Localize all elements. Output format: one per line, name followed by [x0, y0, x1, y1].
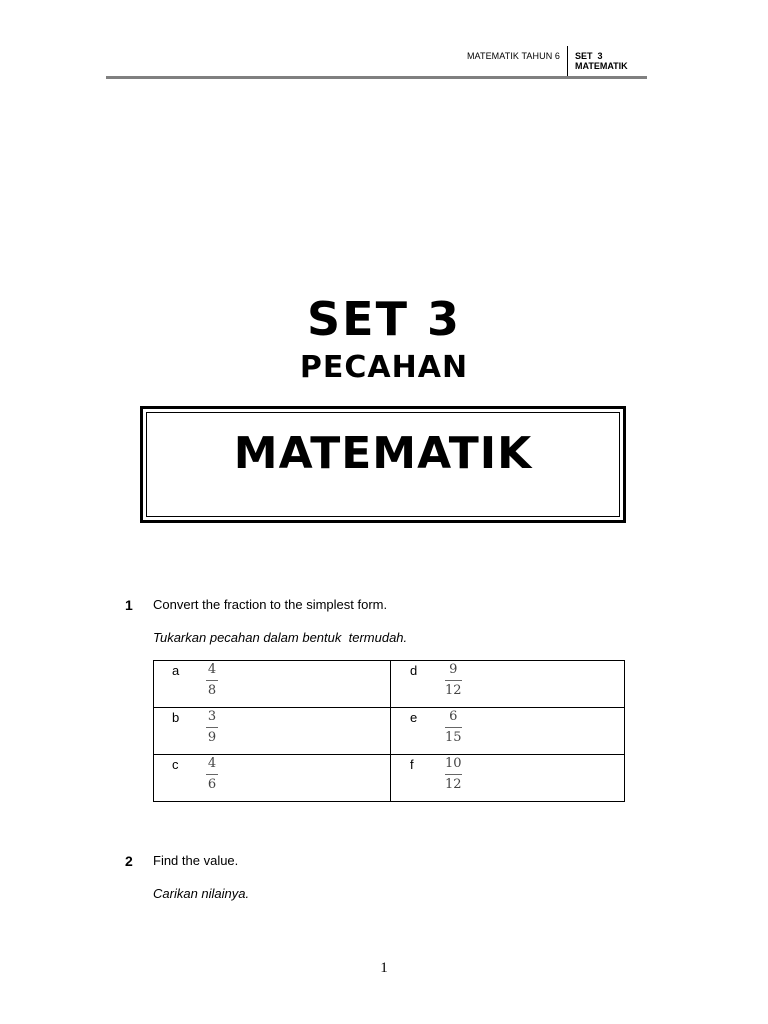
item-label: b: [172, 710, 180, 725]
fraction-cell: [391, 708, 625, 755]
fraction-bar: [206, 774, 218, 775]
fraction: [206, 709, 218, 746]
question-1-number: 1: [125, 597, 133, 613]
fraction: [445, 709, 462, 746]
item-label: e: [410, 710, 418, 725]
header-set-label: [575, 51, 628, 71]
fraction-numerator: 9: [449, 662, 458, 677]
fraction-bar: [206, 680, 218, 681]
fraction: [206, 756, 218, 793]
subject-box: [140, 406, 626, 523]
fraction-bar: [445, 680, 462, 681]
question-1-text: Convert the fraction to the simplest form.: [153, 597, 388, 612]
item-label: c: [172, 757, 179, 772]
subject-box-inner: [146, 412, 620, 517]
table-row: [154, 661, 625, 708]
fraction-numerator: 3: [207, 709, 217, 724]
fraction-cell: [154, 661, 391, 708]
fraction: [206, 662, 218, 699]
fraction-numerator: 10: [445, 756, 462, 771]
fraction: [445, 756, 462, 793]
fraction-denominator: 12: [445, 777, 462, 792]
fraction-cell: [154, 708, 391, 755]
question-2-text: Find the value.: [153, 853, 239, 868]
header-divider: [567, 46, 568, 77]
fraction-numerator: 6: [449, 709, 458, 724]
set-title: SET 3: [307, 292, 461, 346]
item-label: f: [410, 757, 414, 772]
fraction-denominator: 15: [445, 730, 462, 745]
question-2-text-malay: Carikan nilainya.: [153, 886, 250, 901]
item-label: a: [172, 663, 180, 678]
topic-title: PECAHAN: [299, 350, 469, 385]
header-subject: MATEMATIK TAHUN 6: [466, 51, 560, 61]
fraction-denominator: 8: [207, 683, 217, 698]
fraction-cell: [154, 755, 391, 802]
fraction-denominator: 9: [207, 730, 217, 745]
page-number: 1: [380, 960, 388, 976]
fraction-denominator: 6: [207, 777, 217, 792]
fraction-bar: [445, 774, 462, 775]
table-row: [154, 708, 625, 755]
fraction-numerator: 4: [207, 662, 217, 677]
fraction-bar: [445, 727, 462, 728]
subject-title: MATEMATIK: [233, 428, 533, 479]
table-row: [154, 755, 625, 802]
question-2-number: 2: [125, 853, 133, 869]
fraction-cell: [391, 661, 625, 708]
fraction-bar: [206, 727, 218, 728]
fraction: [445, 662, 462, 699]
fraction-cell: [391, 755, 625, 802]
item-label: d: [410, 663, 418, 678]
fraction-denominator: 12: [445, 683, 462, 698]
header-set-number: SET 3: [575, 51, 603, 61]
question-1-text-malay: Tukarkan pecahan dalam bentuk termudah.: [153, 630, 408, 645]
fraction-numerator: 4: [207, 756, 217, 771]
header-rule: [106, 76, 647, 79]
fraction-table: [153, 660, 625, 802]
header-set-subject: MATEMATIK: [575, 61, 628, 71]
